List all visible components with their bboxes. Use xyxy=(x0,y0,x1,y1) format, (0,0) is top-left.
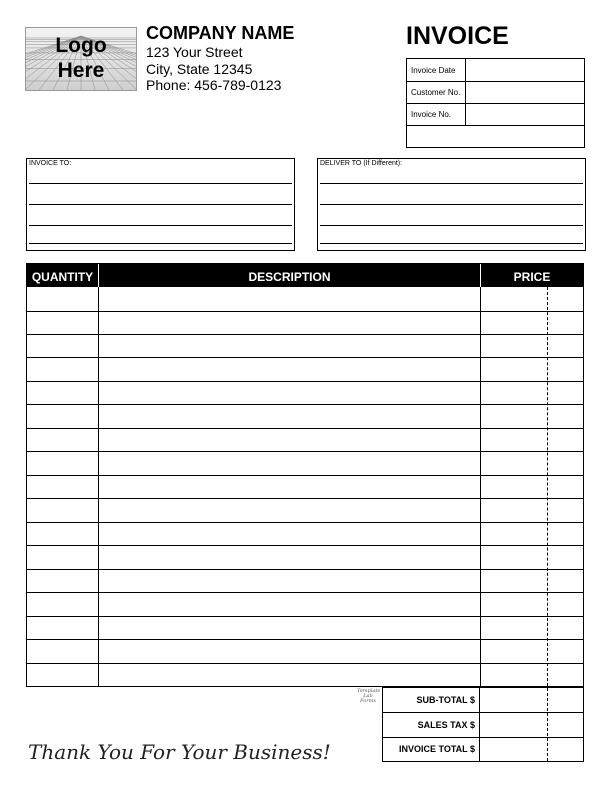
table-row-line xyxy=(27,616,583,617)
invoice-meta-box xyxy=(406,58,585,148)
quantity-header: QUANTITY xyxy=(31,270,94,284)
header-divider xyxy=(480,264,481,287)
invoice-title: INVOICE xyxy=(406,22,509,50)
invoice-no-label: Invoice No. xyxy=(407,103,466,125)
subtotal-row xyxy=(383,688,583,712)
table-row-line xyxy=(27,545,583,546)
invoice-to-line xyxy=(29,204,292,205)
price-header: PRICE xyxy=(513,270,551,284)
header-divider xyxy=(98,264,99,287)
table-row-line xyxy=(27,663,583,664)
watermark-line-2: Lab Forms xyxy=(360,693,376,704)
company-street: 123 Your Street xyxy=(146,44,243,60)
invoice-to-line xyxy=(29,225,292,226)
deliver-to-label: DELIVER TO (If Different): xyxy=(320,160,403,167)
invoice-date-label: Invoice Date xyxy=(407,59,466,81)
deliver-to-line xyxy=(320,243,583,244)
sales-tax-label: SALES TAX $ xyxy=(417,720,475,730)
table-row-line xyxy=(27,475,583,476)
table-row-line xyxy=(27,498,583,499)
invoice-total-label: INVOICE TOTAL $ xyxy=(398,744,475,754)
company-logo xyxy=(25,27,137,91)
table-row-line xyxy=(27,334,583,335)
items-table-header xyxy=(27,264,583,287)
deliver-to-line xyxy=(320,204,583,205)
watermark-line-1: Template xyxy=(357,688,381,694)
company-name: COMPANY NAME xyxy=(146,23,295,43)
table-row-line xyxy=(27,428,583,429)
deliver-to-line xyxy=(320,225,583,226)
table-row-line xyxy=(27,311,583,312)
thank-you-message: Thank You For Your Business! xyxy=(28,740,331,764)
table-row-line xyxy=(27,592,583,593)
price-cents-divider xyxy=(547,287,548,686)
company-city: City, State 12345 xyxy=(146,61,253,77)
invoice-to-line xyxy=(29,243,292,244)
customer-no-row xyxy=(407,81,584,104)
invoice-total-row xyxy=(383,737,583,761)
description-header: DESCRIPTION xyxy=(248,270,331,284)
sales-tax-row xyxy=(383,713,583,737)
table-row-line xyxy=(27,404,583,405)
invoice-to-box xyxy=(26,158,295,251)
template-watermark xyxy=(357,689,379,704)
table-row-line xyxy=(27,357,583,358)
invoice-to-label: INVOICE TO: xyxy=(29,160,72,167)
totals-box xyxy=(382,687,584,762)
customer-no-label: Customer No. xyxy=(407,81,466,103)
deliver-to-line xyxy=(320,183,583,184)
company-phone: Phone: 456-789-0123 xyxy=(146,77,282,93)
items-table xyxy=(26,263,584,687)
table-row-line xyxy=(27,381,583,382)
deliver-to-box xyxy=(317,158,586,251)
logo-line-1: Logo xyxy=(55,34,107,57)
table-row-line xyxy=(27,451,583,452)
subtotal-label: SUB-TOTAL $ xyxy=(416,695,475,705)
table-row-line xyxy=(27,639,583,640)
invoice-to-line xyxy=(29,183,292,184)
price-column-divider xyxy=(480,287,481,686)
table-row-line xyxy=(27,569,583,570)
quantity-column-divider xyxy=(98,287,99,686)
table-row-line xyxy=(27,522,583,523)
invoice-no-row xyxy=(407,103,584,126)
invoice-date-row xyxy=(407,59,584,82)
logo-line-2: Here xyxy=(57,59,105,82)
